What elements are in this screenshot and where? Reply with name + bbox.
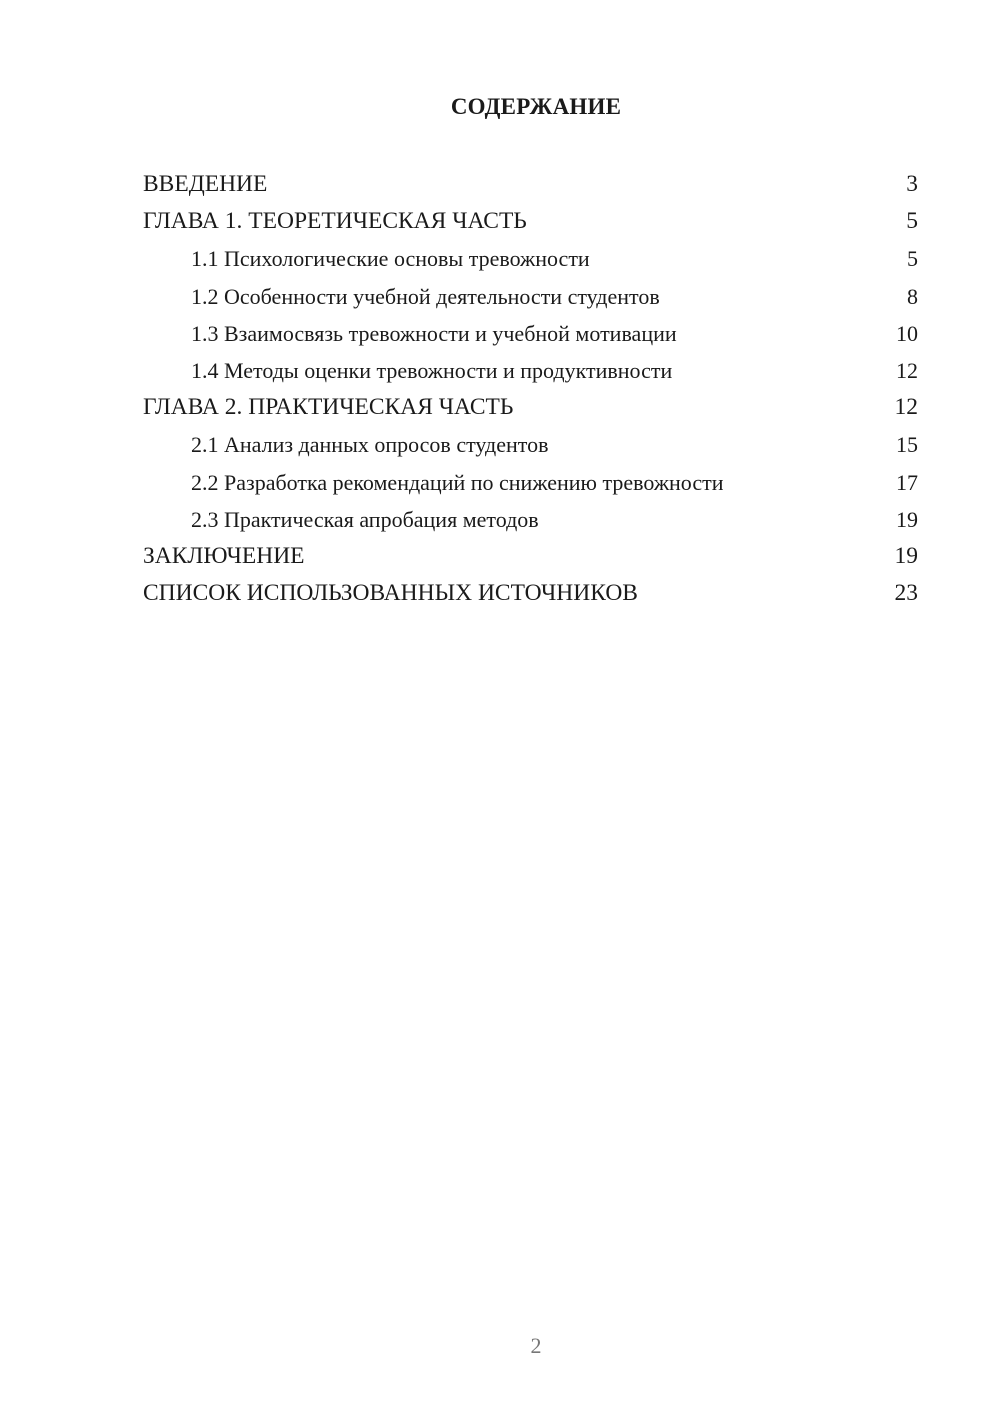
toc-entry-page: 12	[896, 357, 918, 383]
page-number: 2	[530, 1333, 542, 1358]
toc-subentry[interactable]	[143, 240, 918, 277]
toc-entry[interactable]	[143, 389, 918, 426]
toc-entry-title: 2.3 Практическая апробация методов	[191, 506, 539, 532]
toc-entry-title: 1.1 Психологические основы тревожности	[191, 246, 590, 272]
toc-subentry[interactable]	[143, 501, 918, 538]
toc-entry-page: 19	[896, 506, 918, 532]
toc-entry[interactable]	[143, 166, 918, 203]
toc-subentry[interactable]	[143, 352, 918, 389]
toc-entry-page: 17	[896, 469, 918, 495]
toc-entry-page: 8	[907, 283, 918, 309]
toc-entry-title: ГЛАВА 2. ПРАКТИЧЕСКАЯ ЧАСТЬ	[143, 394, 514, 421]
toc-entry-title: 1.3 Взаимосвязь тревожности и учебной мотивации	[191, 320, 677, 346]
toc-entry[interactable]	[143, 575, 918, 612]
toc-entry-page: 23	[894, 580, 918, 607]
toc-entry-title: 2.1 Анализ данных опросов студентов	[191, 432, 549, 458]
toc-entry-page: 5	[907, 246, 918, 272]
toc-entry-page: 10	[896, 320, 918, 346]
toc-entry-title: 1.4 Методы оценки тревожности и продуктивности	[191, 357, 673, 383]
toc-entry-title: 2.2 Разработка рекомендаций по снижению тревожности	[191, 469, 724, 495]
page-title: СОДЕРЖАНИЕ	[450, 94, 622, 119]
toc-entry-title: ГЛАВА 1. ТЕОРЕТИЧЕСКАЯ ЧАСТЬ	[143, 208, 527, 235]
toc-entry-page: 5	[906, 208, 918, 235]
toc-entry-title: ЗАКЛЮЧЕНИЕ	[143, 542, 305, 569]
toc-entry-title: ВВЕДЕНИЕ	[143, 171, 268, 197]
table-of-contents	[143, 166, 918, 612]
toc-entry-page: 12	[894, 394, 918, 421]
toc-entry-page: 15	[896, 432, 918, 458]
toc-entry-title: 1.2 Особенности учебной деятельности студентов	[191, 283, 660, 309]
toc-subentry[interactable]	[143, 464, 918, 501]
toc-subentry[interactable]	[143, 315, 918, 352]
toc-entry[interactable]	[143, 538, 918, 575]
toc-subentry[interactable]	[143, 426, 918, 463]
toc-entry-page: 19	[894, 542, 918, 569]
toc-subentry[interactable]	[143, 278, 918, 315]
toc-entry-page: 3	[906, 171, 918, 197]
toc-entry-title: СПИСОК ИСПОЛЬЗОВАННЫХ ИСТОЧНИКОВ	[143, 580, 638, 607]
toc-entry[interactable]	[143, 203, 918, 240]
